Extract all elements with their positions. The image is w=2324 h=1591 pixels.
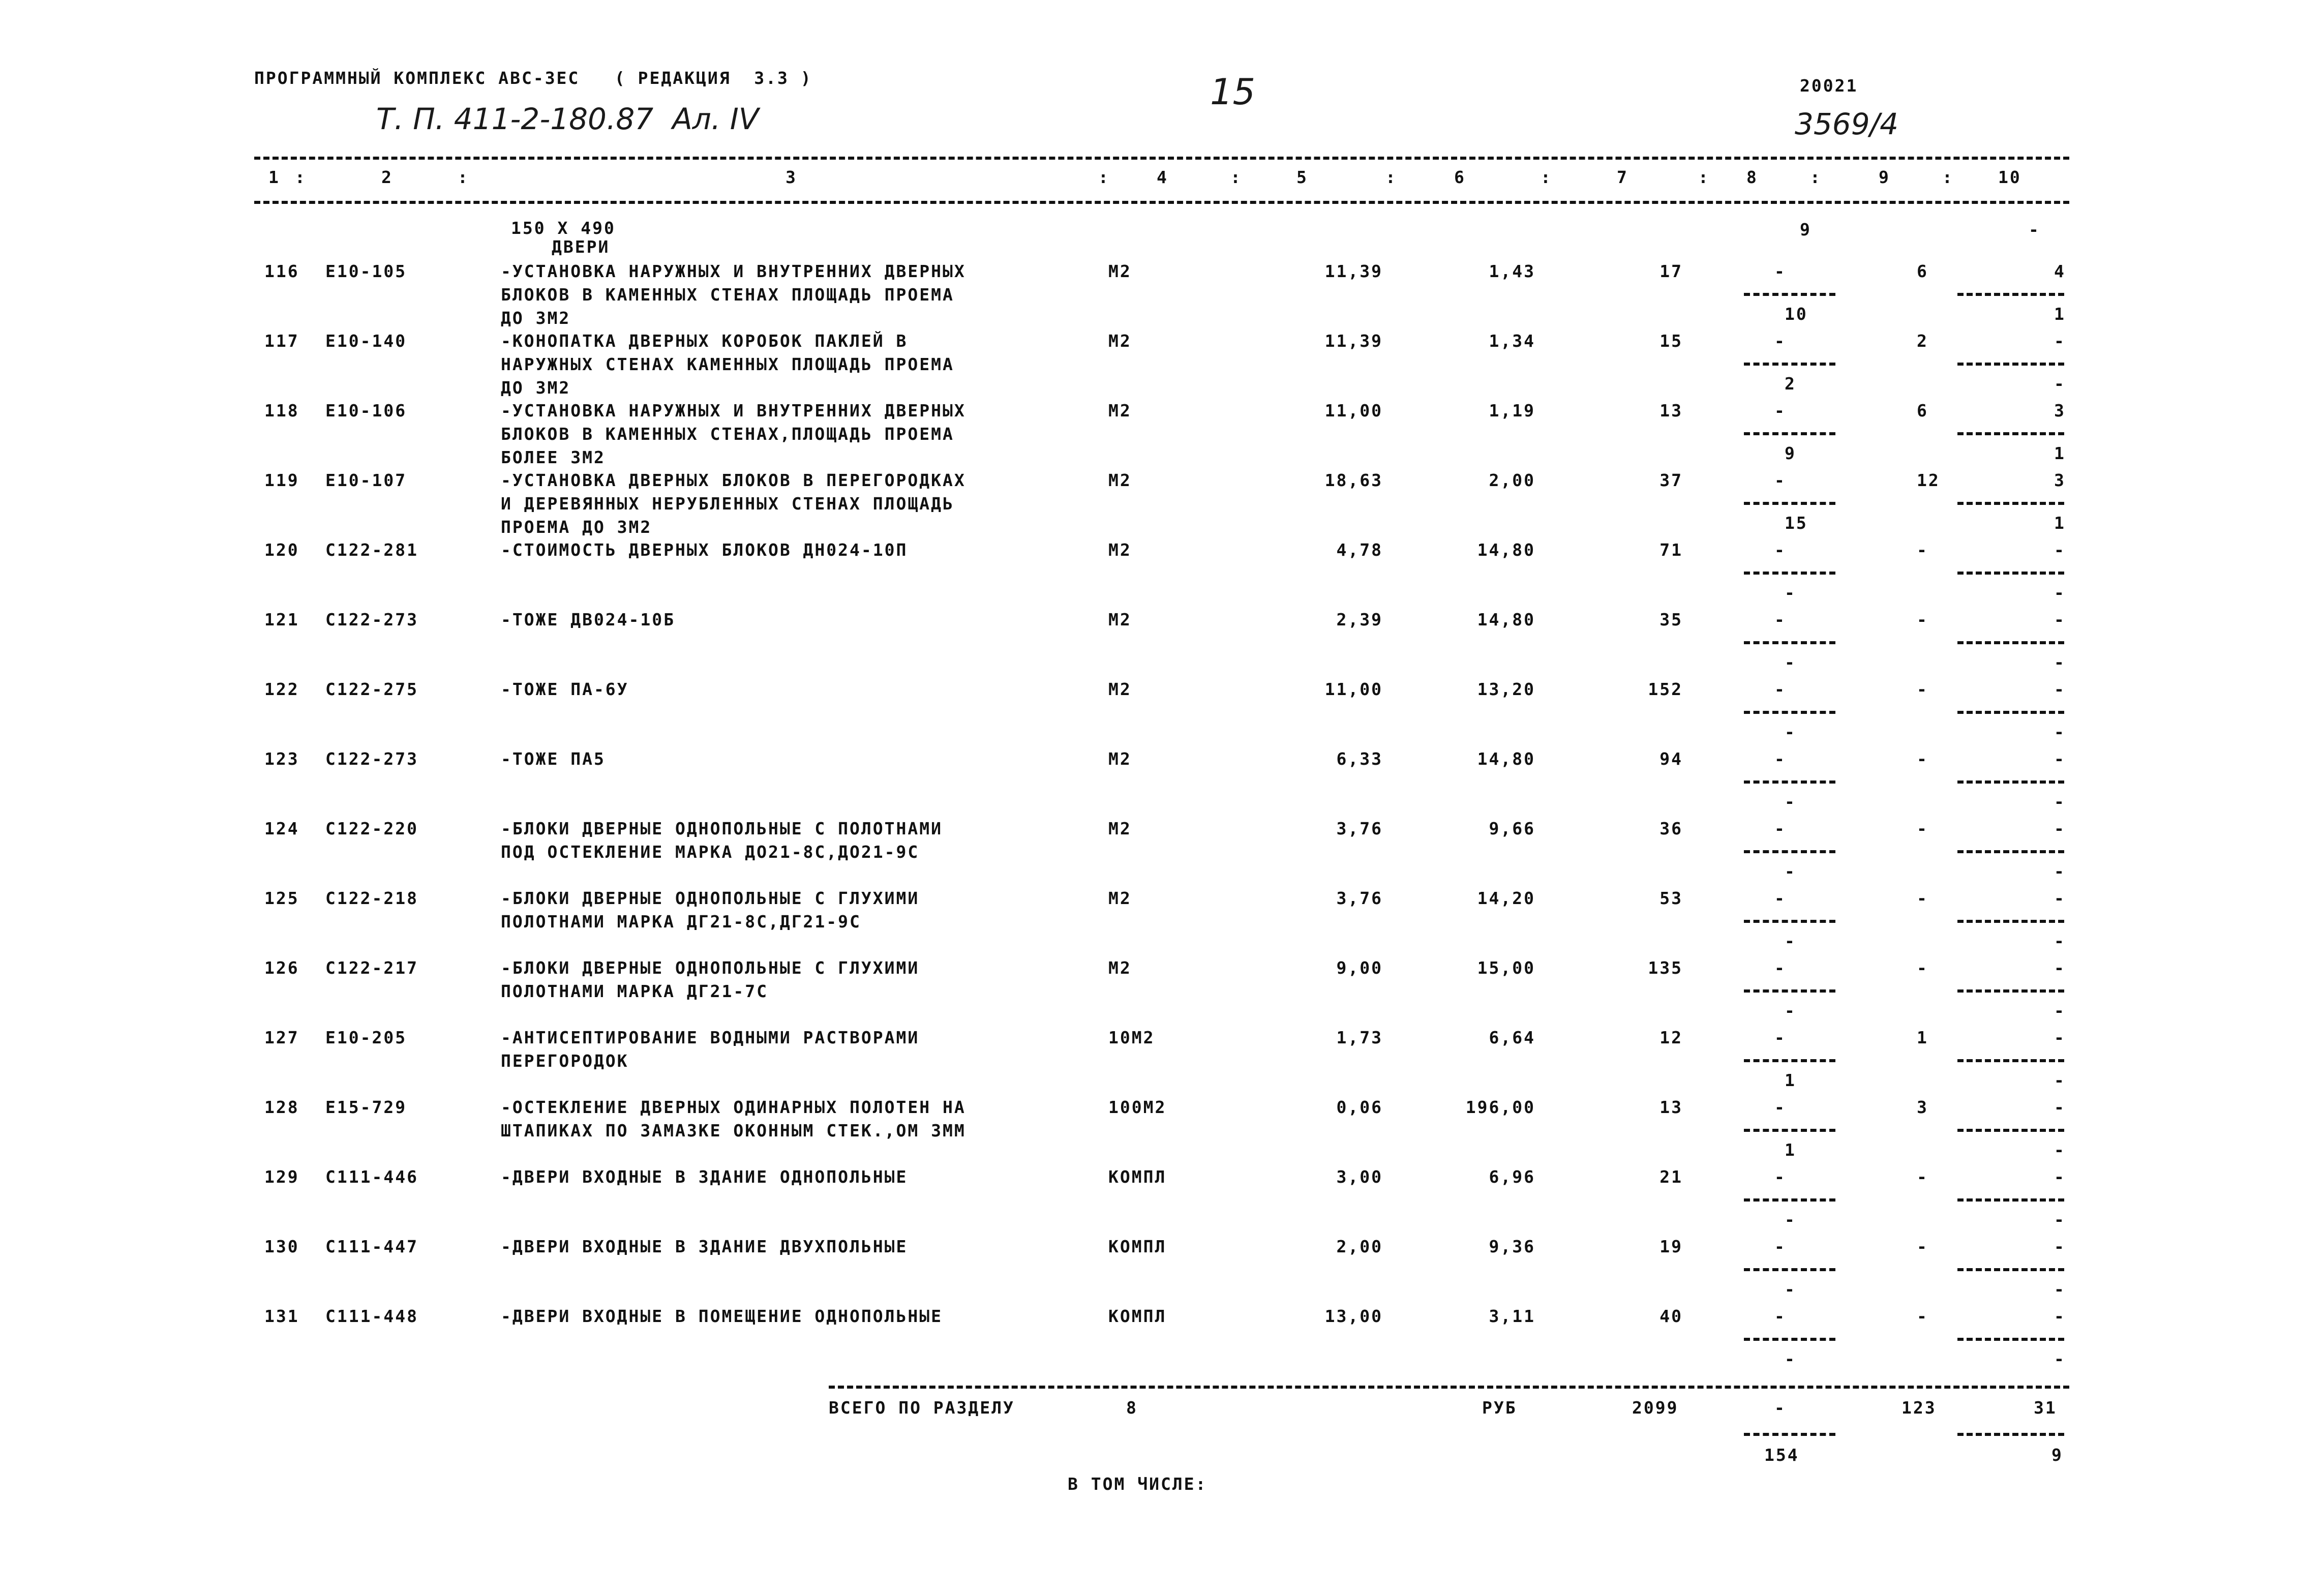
row-col9: - (1917, 819, 1928, 838)
row-number: 116 (264, 261, 299, 281)
row-col8-lower: 1 (1785, 1140, 1796, 1160)
row-description-line: -ТОЖЕ ПА-6У (501, 679, 629, 699)
row-total-cost: 71 (1659, 540, 1683, 560)
row-description-line: -УСТАНОВКА НАРУЖНЫХ И ВНУТРЕННИХ ДВЕРНЫХ (501, 261, 966, 281)
col-header-1: 1 (268, 167, 280, 187)
row-col9: 2 (1917, 331, 1928, 351)
row-col10-lower: - (2054, 861, 2066, 881)
row-description-line: -БЛОКИ ДВЕРНЫЕ ОДНОПОЛЬНЫЕ С ГЛУХИМИ (501, 888, 920, 908)
row-total-cost: 13 (1659, 1097, 1683, 1117)
row-number: 127 (264, 1028, 299, 1047)
row-unit: 100М2 (1108, 1097, 1167, 1117)
row-col8-rule (1744, 850, 1835, 853)
row-total-cost: 135 (1648, 958, 1683, 978)
row-unit-price: 9,36 (1489, 1237, 1535, 1256)
row-col10-rule (1957, 363, 2064, 366)
col-sep: : (1098, 167, 1110, 187)
section-title: ДВЕРИ (552, 237, 610, 257)
row-col8-lower: - (1785, 1001, 1796, 1020)
row-col8-upper: - (1774, 749, 1786, 769)
row-col10-upper: - (2054, 331, 2066, 351)
row-col10-lower: - (2054, 1279, 2066, 1299)
row-total-cost: 21 (1659, 1167, 1683, 1187)
row-code: С122-220 (325, 819, 418, 838)
row-description-line: ПОЛОТНАМИ МАРКА ДГ21-8С,ДГ21-9С (501, 912, 861, 932)
row-number: 122 (264, 679, 299, 699)
col-header-2: 2 (381, 167, 393, 187)
code-right: 20021 (1800, 76, 1858, 96)
row-number: 130 (264, 1237, 299, 1256)
row-unit: М2 (1108, 679, 1132, 699)
header-rule-bottom (254, 201, 2069, 204)
row-number: 124 (264, 819, 299, 838)
row-quantity: 2,39 (1336, 610, 1383, 629)
row-unit-price: 1,34 (1489, 331, 1535, 351)
total-col8-rule (1744, 1433, 1835, 1436)
row-number: 131 (264, 1306, 299, 1326)
row-unit: КОМПЛ (1108, 1237, 1167, 1256)
row-col10-upper: - (2054, 1167, 2066, 1187)
row-description-line: ДО 3М2 (501, 378, 571, 398)
row-col10-rule (1957, 641, 2064, 644)
row-quantity: 3,76 (1336, 819, 1383, 838)
row-col10-rule (1957, 1129, 2064, 1132)
row-unit-price: 2,00 (1489, 470, 1535, 490)
row-col8-lower: - (1785, 652, 1796, 672)
row-col8-lower: 15 (1785, 513, 1808, 533)
row-quantity: 9,00 (1336, 958, 1383, 978)
row-col8-lower: - (1785, 861, 1796, 881)
row-col10-lower: - (2054, 792, 2066, 812)
row-number: 128 (264, 1097, 299, 1117)
row-description-line: -ДВЕРИ ВХОДНЫЕ В ЗДАНИЕ ДВУХПОЛЬНЫЕ (501, 1237, 908, 1256)
row-description-line: ШТАПИКАХ ПО ЗАМАЗКЕ ОКОННЫМ СТЕК.,ОМ 3ММ (501, 1121, 966, 1140)
row-unit: М2 (1108, 540, 1132, 560)
row-col9: - (1917, 1306, 1928, 1326)
row-unit-price: 1,43 (1489, 261, 1535, 281)
row-col10-rule (1957, 850, 2064, 853)
row-col10-lower: - (2054, 1210, 2066, 1229)
row-quantity: 11,39 (1324, 331, 1383, 351)
row-code: Е15-729 (325, 1097, 407, 1117)
col-sep: : (1541, 167, 1552, 187)
row-col10-upper: - (2054, 1097, 2066, 1117)
row-description-line: БЛОКОВ В КАМЕННЫХ СТЕНАХ ПЛОЩАДЬ ПРОЕМА (501, 285, 954, 305)
row-code: С122-275 (325, 679, 418, 699)
row-number: 123 (264, 749, 299, 769)
total-rule (829, 1386, 2069, 1389)
row-col10-upper: - (2054, 1306, 2066, 1326)
row-col10-rule (1957, 572, 2064, 575)
row-col10-rule (1957, 781, 2064, 784)
row-description-line: -СТОИМОСТЬ ДВЕРНЫХ БЛОКОВ ДН024-10П (501, 540, 908, 560)
row-unit: 10М2 (1108, 1028, 1155, 1047)
row-quantity: 4,78 (1336, 540, 1383, 560)
row-col8-rule (1744, 1338, 1835, 1341)
col-header-3: 3 (786, 167, 797, 187)
row-description-line: ПОД ОСТЕКЛЕНИЕ МАРКА ДО21-8С,ДО21-9С (501, 842, 920, 862)
row-col8-upper: - (1774, 1306, 1786, 1326)
row-col10-lower: - (2054, 1140, 2066, 1160)
row-unit-price: 14,80 (1477, 610, 1535, 629)
row-number: 118 (264, 401, 299, 421)
row-col10-upper: - (2054, 749, 2066, 769)
row-description-line: НАРУЖНЫХ СТЕНАХ КАМЕННЫХ ПЛОЩАДЬ ПРОЕМА (501, 354, 954, 374)
row-description-line: -ТОЖЕ ПА5 (501, 749, 606, 769)
row-description-line: ПРОЕМА ДО 3М2 (501, 517, 652, 537)
row-col8-upper: - (1774, 679, 1786, 699)
col-header-6: 6 (1454, 167, 1466, 187)
row-unit-price: 1,19 (1489, 401, 1535, 421)
col-header-7: 7 (1617, 167, 1628, 187)
project-code: Т. П. 411-2-180.87 Ал. IV (376, 102, 759, 136)
row-quantity: 11,00 (1324, 401, 1383, 421)
row-col10-lower: - (2054, 1349, 2066, 1369)
total-col6: РУБ (1482, 1398, 1517, 1418)
row-code: Е10-106 (325, 401, 407, 421)
row-col10-rule (1957, 711, 2064, 714)
total-col10-lower: 9 (2051, 1445, 2063, 1465)
row-col10-lower: - (2054, 652, 2066, 672)
row-col10-lower: - (2054, 1070, 2066, 1090)
row-col10-rule (1957, 1268, 2064, 1271)
row-total-cost: 37 (1659, 470, 1683, 490)
row-description-line: -ТОЖЕ ДВ024-10Б (501, 610, 676, 629)
total-col4: 8 (1126, 1398, 1138, 1418)
row-col8-rule (1744, 641, 1835, 644)
row-total-cost: 152 (1648, 679, 1683, 699)
row-number: 125 (264, 888, 299, 908)
row-unit: М2 (1108, 958, 1132, 978)
row-col9: 6 (1917, 261, 1928, 281)
row-code: Е10-205 (325, 1028, 407, 1047)
row-col8-lower: - (1785, 1349, 1796, 1369)
column-header-row (254, 165, 2069, 190)
row-col8-rule (1744, 572, 1835, 575)
row-total-cost: 15 (1659, 331, 1683, 351)
total-label: ВСЕГО ПО РАЗДЕЛУ (829, 1398, 1015, 1418)
row-code: Е10-140 (325, 331, 407, 351)
row-col10-rule (1957, 293, 2064, 296)
row-description-line: -БЛОКИ ДВЕРНЫЕ ОДНОПОЛЬНЫЕ С ПОЛОТНАМИ (501, 819, 943, 838)
col-header-10: 10 (1998, 167, 2021, 187)
row-description-line: ПОЛОТНАМИ МАРКА ДГ21-7С (501, 981, 768, 1001)
row-total-cost: 17 (1659, 261, 1683, 281)
row-col8-upper: - (1774, 1028, 1786, 1047)
row-total-cost: 35 (1659, 610, 1683, 629)
row-unit: М2 (1108, 331, 1132, 351)
row-col8-rule (1744, 1129, 1835, 1132)
row-unit-price: 6,64 (1489, 1028, 1535, 1047)
row-unit-price: 14,20 (1477, 888, 1535, 908)
row-col8-lower: - (1785, 792, 1796, 812)
row-quantity: 11,39 (1324, 261, 1383, 281)
row-description-line: ДО 3М2 (501, 308, 571, 328)
row-col8-upper: - (1774, 401, 1786, 421)
row-unit-price: 196,00 (1465, 1097, 1535, 1117)
col-sep: : (1810, 167, 1822, 187)
row-unit-price: 13,20 (1477, 679, 1535, 699)
col-header-4: 4 (1157, 167, 1168, 187)
row-unit: М2 (1108, 261, 1132, 281)
row-total-cost: 53 (1659, 888, 1683, 908)
row-col10-upper: - (2054, 819, 2066, 838)
row-col8-lower: - (1785, 1279, 1796, 1299)
row-col10-upper: - (2054, 958, 2066, 978)
row-description-line: -АНТИСЕПТИРОВАНИЕ ВОДНЫМИ РАСТВОРАМИ (501, 1028, 920, 1047)
row-description-line: И ДЕРЕВЯННЫХ НЕРУБЛЕННЫХ СТЕНАХ ПЛОЩАДЬ (501, 494, 954, 514)
row-number: 119 (264, 470, 299, 490)
row-col8-lower: - (1785, 931, 1796, 951)
row-description-line: БОЛЕЕ 3М2 (501, 447, 606, 467)
row-col9: 3 (1917, 1097, 1928, 1117)
total-col8-lower: 154 (1764, 1445, 1799, 1465)
row-col9: - (1917, 888, 1928, 908)
row-code: С122-217 (325, 958, 418, 978)
row-col8-upper: - (1774, 610, 1786, 629)
row-unit-price: 14,80 (1477, 749, 1535, 769)
row-unit: КОМПЛ (1108, 1167, 1167, 1187)
row-col8-rule (1744, 293, 1835, 296)
row-col8-upper: - (1774, 540, 1786, 560)
col-sep: : (295, 167, 307, 187)
row-col9: - (1917, 1167, 1928, 1187)
row-col9: - (1917, 1237, 1928, 1256)
row-col10-lower: - (2054, 583, 2066, 603)
col-sep: : (1698, 167, 1710, 187)
row-code: Е10-107 (325, 470, 407, 490)
row-col9: - (1917, 749, 1928, 769)
row-quantity: 18,63 (1324, 470, 1383, 490)
row-col10-rule (1957, 1198, 2064, 1202)
row-description-line: БЛОКОВ В КАМЕННЫХ СТЕНАХ,ПЛОЩАДЬ ПРОЕМА (501, 424, 954, 444)
row-col8-rule (1744, 1198, 1835, 1202)
row-col10-upper: 3 (2054, 470, 2066, 490)
row-quantity: 2,00 (1336, 1237, 1383, 1256)
col-header-5: 5 (1296, 167, 1308, 187)
row-col10-rule (1957, 920, 2064, 923)
row-col10-rule (1957, 432, 2064, 435)
row-total-cost: 94 (1659, 749, 1683, 769)
row-unit: М2 (1108, 610, 1132, 629)
col-header-8: 8 (1746, 167, 1758, 187)
row-col8-upper: - (1774, 888, 1786, 908)
row-col8-lower: - (1785, 583, 1796, 603)
row-number: 126 (264, 958, 299, 978)
size-note: 150 X 490 (511, 218, 616, 238)
row-col8-rule (1744, 920, 1835, 923)
row-col9: - (1917, 540, 1928, 560)
header-rule-top (254, 157, 2069, 160)
row-col10-rule (1957, 1338, 2064, 1341)
row-unit: М2 (1108, 749, 1132, 769)
row-col8-upper: - (1774, 261, 1786, 281)
col-sep: : (458, 167, 469, 187)
row-code: Е10-105 (325, 261, 407, 281)
row-col10-rule (1957, 1059, 2064, 1062)
row-code: С111-446 (325, 1167, 418, 1187)
row-col10-upper: - (2054, 1028, 2066, 1047)
row-col9: - (1917, 958, 1928, 978)
row-quantity: 13,00 (1324, 1306, 1383, 1326)
row-col10-lower: - (2054, 931, 2066, 951)
row-total-cost: 40 (1659, 1306, 1683, 1326)
row-col10-upper: - (2054, 679, 2066, 699)
row-unit: КОМПЛ (1108, 1306, 1167, 1326)
row-col10-upper: - (2054, 610, 2066, 629)
row-col8-lower: 1 (1785, 1070, 1796, 1090)
row-col8-rule (1744, 363, 1835, 366)
row-col10-lower: 1 (2054, 443, 2066, 463)
row-col10-upper: 4 (2054, 261, 2066, 281)
row-total-cost: 36 (1659, 819, 1683, 838)
row-number: 120 (264, 540, 299, 560)
row-col10-upper: - (2054, 888, 2066, 908)
row-description-line: ПЕРЕГОРОДОК (501, 1051, 629, 1071)
col-sep: : (1230, 167, 1242, 187)
row-unit-price: 3,11 (1489, 1306, 1535, 1326)
program-title: ПРОГРАММНЫЙ КОМПЛЕКС АВС-3ЕС ( РЕДАКЦИЯ 3.3 ) (254, 68, 812, 88)
row-col10-upper: 3 (2054, 401, 2066, 421)
total-col10-upper: 31 (2034, 1398, 2057, 1418)
row-code: С122-281 (325, 540, 418, 560)
page-number: 15 (1210, 71, 1256, 113)
row-col8-upper: - (1774, 470, 1786, 490)
row-code: С122-273 (325, 610, 418, 629)
row-total-cost: 13 (1659, 401, 1683, 421)
row-unit-price: 6,96 (1489, 1167, 1535, 1187)
col-header-9: 9 (1879, 167, 1890, 187)
row-col9: 12 (1917, 470, 1940, 490)
row-total-cost: 19 (1659, 1237, 1683, 1256)
row-quantity: 0,06 (1336, 1097, 1383, 1117)
total-col10-rule (1957, 1433, 2064, 1436)
row-col8-lower: 2 (1785, 374, 1796, 394)
row-col10-rule (1957, 502, 2064, 505)
total-col9: 123 (1902, 1398, 1937, 1418)
row-col10-lower: - (2054, 374, 2066, 394)
row-unit: М2 (1108, 401, 1132, 421)
row-number: 121 (264, 610, 299, 629)
row-col8-upper: - (1774, 1097, 1786, 1117)
row-code: С111-447 (325, 1237, 418, 1256)
row-description-line: -ОСТЕКЛЕНИЕ ДВЕРНЫХ ОДИНАРНЫХ ПОЛОТЕН НА (501, 1097, 966, 1117)
row-quantity: 1,73 (1336, 1028, 1383, 1047)
row-col10-lower: - (2054, 722, 2066, 742)
row-col10-lower: 1 (2054, 304, 2066, 324)
total-col8-upper: - (1774, 1398, 1786, 1418)
row-unit-price: 14,80 (1477, 540, 1535, 560)
row-col8-lower: 10 (1785, 304, 1808, 324)
row-quantity: 11,00 (1324, 679, 1383, 699)
row-col8-lower: 9 (1785, 443, 1796, 463)
row-col9: 6 (1917, 401, 1928, 421)
col-sep: : (1385, 167, 1397, 187)
row-code: С122-218 (325, 888, 418, 908)
row-col8-rule (1744, 432, 1835, 435)
row-code: С111-448 (325, 1306, 418, 1326)
total-col7: 2099 (1632, 1398, 1679, 1418)
row-description-line: -КОНОПАТКА ДВЕРНЫХ КОРОБОК ПАКЛЕЙ В (501, 331, 908, 351)
row-col9: - (1917, 610, 1928, 629)
row-col8-lower: - (1785, 1210, 1796, 1229)
row-col8-upper: - (1774, 331, 1786, 351)
row-total-cost: 12 (1659, 1028, 1683, 1047)
row-col8-upper: - (1774, 1167, 1786, 1187)
row-col10-lower: 1 (2054, 513, 2066, 533)
row-code: С122-273 (325, 749, 418, 769)
row-quantity: 6,33 (1336, 749, 1383, 769)
row-number: 117 (264, 331, 299, 351)
row-number: 129 (264, 1167, 299, 1187)
row-col8-upper: - (1774, 1237, 1786, 1256)
row-col9: 1 (1917, 1028, 1928, 1047)
row-col10-lower: - (2054, 1001, 2066, 1020)
row-col10-upper: - (2054, 540, 2066, 560)
row-col10-rule (1957, 989, 2064, 993)
row-description-line: -ДВЕРИ ВХОДНЫЕ В ЗДАНИЕ ОДНОПОЛЬНЫЕ (501, 1167, 908, 1187)
row-unit-price: 9,66 (1489, 819, 1535, 838)
row-unit-price: 15,00 (1477, 958, 1535, 978)
row-col8-rule (1744, 502, 1835, 505)
row-unit: М2 (1108, 819, 1132, 838)
row-col9: - (1917, 679, 1928, 699)
row-description-line: -ДВЕРИ ВХОДНЫЕ В ПОМЕЩЕНИЕ ОДНОПОЛЬНЫЕ (501, 1306, 943, 1326)
sheet-reference: 3569/4 (1795, 107, 1899, 141)
row-col8-rule (1744, 781, 1835, 784)
footer-note: В ТОМ ЧИСЛЕ: (1068, 1474, 1208, 1494)
row-col8-rule (1744, 1268, 1835, 1271)
row-description-line: -УСТАНОВКА НАРУЖНЫХ И ВНУТРЕННИХ ДВЕРНЫХ (501, 401, 966, 421)
row-description-line: -УСТАНОВКА ДВЕРНЫХ БЛОКОВ В ПЕРЕГОРОДКАХ (501, 470, 966, 490)
row-description-line: -БЛОКИ ДВЕРНЫЕ ОДНОПОЛЬНЫЕ С ГЛУХИМИ (501, 958, 920, 978)
row-col8-lower: - (1785, 722, 1796, 742)
row-quantity: 3,76 (1336, 888, 1383, 908)
row-col10-upper: - (2054, 1237, 2066, 1256)
row-unit: М2 (1108, 888, 1132, 908)
col10-top-value: - (2029, 220, 2040, 239)
row-col8-upper: - (1774, 819, 1786, 838)
row-unit: М2 (1108, 470, 1132, 490)
row-quantity: 3,00 (1336, 1167, 1383, 1187)
row-col8-upper: - (1774, 958, 1786, 978)
row-col8-rule (1744, 711, 1835, 714)
row-col8-rule (1744, 989, 1835, 993)
col-sep: : (1942, 167, 1954, 187)
row-col8-rule (1744, 1059, 1835, 1062)
col8-top-value: 9 (1800, 220, 1812, 239)
